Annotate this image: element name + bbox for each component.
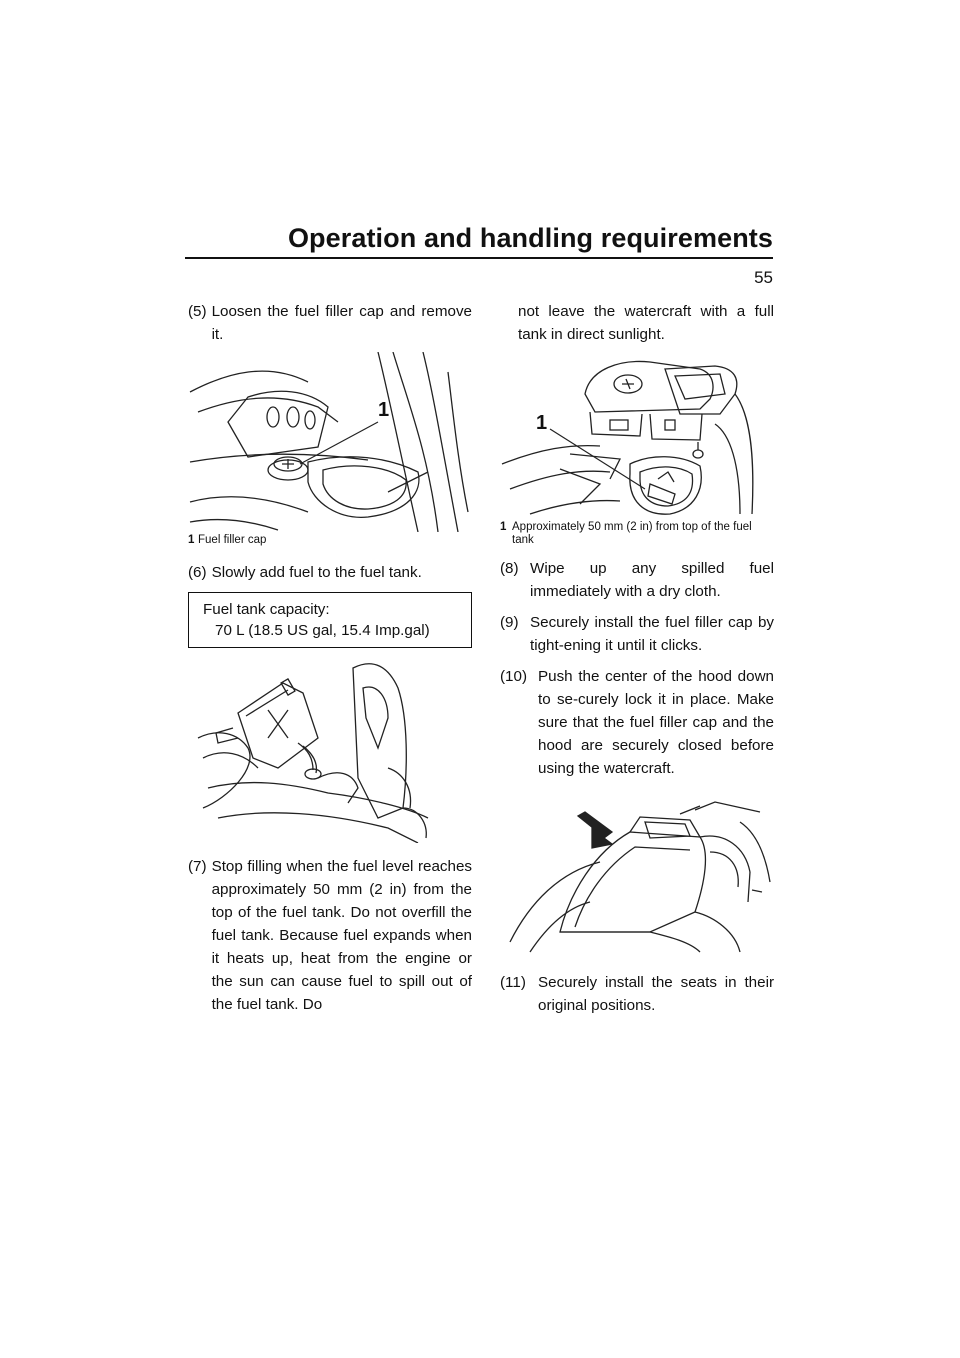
caption-text: Fuel filler cap <box>198 534 267 546</box>
fuel-filler-cap-illustration <box>188 352 472 532</box>
step-6 <box>188 561 472 584</box>
step-text: Stop filling when the fuel level reaches approximately 50 mm (2 in) from the top of the fuel tank. Do not overfill the fuel tank. Because fuel expands when it heats up, heat from the engine or the sun can cause fuel to spill out of the fuel tank. Do <box>211 858 472 1013</box>
step-7-continued: not leave the watercraft with a full tank in direct sunlight. <box>518 303 774 343</box>
step-number: (8) <box>500 560 519 577</box>
step-5 <box>188 300 472 346</box>
step-text: Securely install the seats in their original positions. <box>538 974 774 1014</box>
arrow-down-icon <box>578 812 612 848</box>
hood-lock-drawing <box>500 792 774 957</box>
hood-lock-illustration <box>500 792 774 957</box>
page-title: Operation and handling requirements <box>287 223 773 253</box>
fuel-level-illustration <box>500 354 774 519</box>
step-number: (11) <box>500 974 526 991</box>
spec-value: 70 L (18.5 US gal, 15.4 Imp.gal) <box>215 622 430 639</box>
caption-text: Approximately 50 mm (2 in) from top of the fuel tank <box>512 521 752 546</box>
refueling-illustration <box>188 658 472 843</box>
step-text: Slowly add fuel to the fuel tank. <box>211 564 422 581</box>
step-text: Loosen the fuel filler cap and remove it. <box>211 303 472 343</box>
step-8 <box>500 557 774 603</box>
step-10 <box>500 665 774 780</box>
step-number: (7) <box>188 858 207 875</box>
step-7 <box>188 855 472 1016</box>
callout-label: 1 <box>536 412 548 434</box>
right-column <box>500 300 774 1017</box>
figure-caption <box>500 521 774 547</box>
caption-number: 1 <box>500 521 507 533</box>
step-number: (9) <box>500 614 519 631</box>
spec-label: Fuel tank capacity: <box>203 601 330 618</box>
step-text: Wipe up any spilled fuel immediately with a dry cloth. <box>530 560 774 600</box>
callout-label: 1 <box>378 399 390 421</box>
step-11 <box>500 971 774 1017</box>
step-number: (6) <box>188 564 207 581</box>
fuel-capacity-spec-box <box>188 592 472 648</box>
step-9 <box>500 611 774 657</box>
step-number: (5) <box>188 303 207 320</box>
page-number: 55 <box>754 268 773 287</box>
header-rule <box>185 257 773 259</box>
step-number: (10) <box>500 668 528 685</box>
step-text: Securely install the fuel filler cap by tight-ening it until it clicks. <box>530 614 774 654</box>
fuel-level-drawing <box>500 354 774 519</box>
figure-caption <box>188 534 472 547</box>
left-column <box>188 300 472 1016</box>
refueling-drawing <box>188 658 472 843</box>
step-text: Push the center of the hood down to se-curely lock it in place. Make sure that the fuel filler cap and the hood are securely closed before using the watercraft. <box>538 668 774 777</box>
fuel-filler-cap-drawing <box>188 352 472 532</box>
caption-number: 1 <box>188 534 195 546</box>
